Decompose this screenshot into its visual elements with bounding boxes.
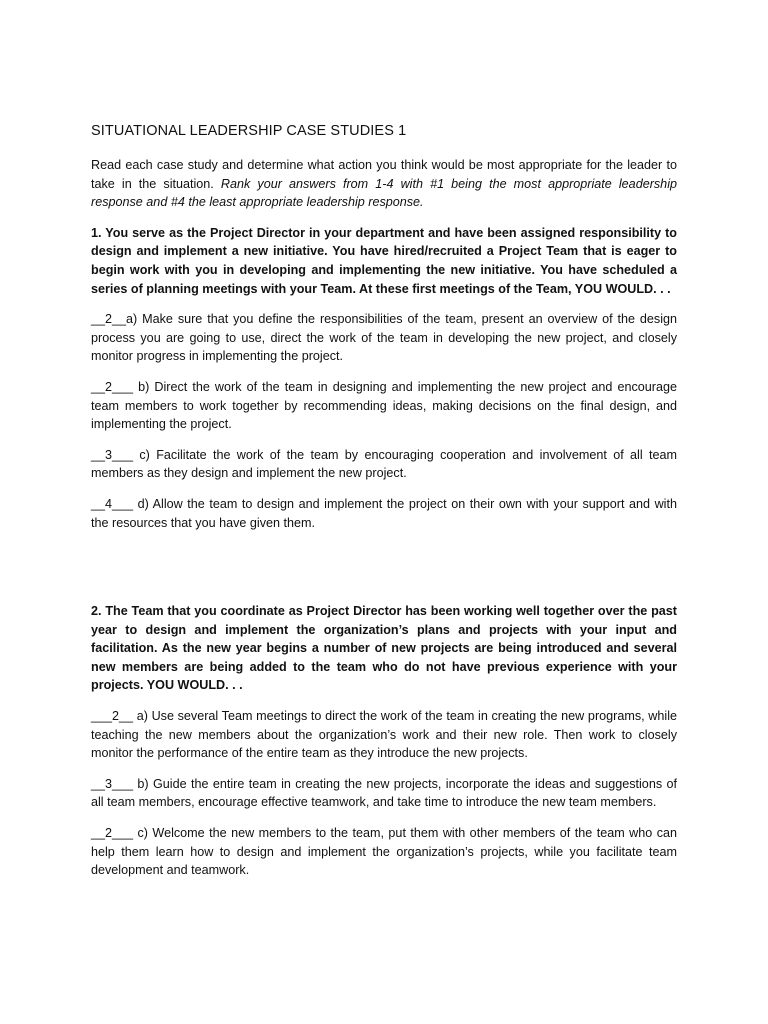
instructions-paragraph <box>91 156 677 212</box>
section-spacer <box>91 544 677 602</box>
document-page <box>91 122 677 892</box>
case-2-question: 2. The Team that you coordinate as Project Director has been working well together over the past year to design and implement the organization’s plans and projects with your input and facilitation. As the new year begins a number of new projects are being introduced and several new members are being added to the team who do not have previous experience with your projects. YOU WOULD. . . <box>91 604 677 693</box>
case-1-option-b: __2___ b) Direct the work of the team in designing and implementing the new project and encourage team members to work together by recommending ideas, making decisions on the final design, and implementing the project. <box>91 379 677 432</box>
case-1-option-a: __2__a) Make sure that you define the responsibilities of the team, present an overview of the design process you are going to use, direct the work of the team in developing the new project, and closely monitor progress in implementing the project. <box>91 312 677 364</box>
case-2-option-b: __3___ b) Guide the entire team in creating the new projects, incorporate the ideas and suggestions of all team members, encourage effective teamwork, and take time to introduce the new team members. <box>91 776 677 810</box>
case-2-option-c: __2___ c) Welcome the new members to the team, put them with other members of the team who can help them learn how to design and implement the organization’s projects, while you facilitate team development and teamwork. <box>91 826 677 878</box>
instructions-ranking-text: Rank your answers from 1-4 with #1 being the most appropriate leadership response and #4 the least appropriate leadership response. <box>91 176 677 210</box>
case-2-option-a: ___2__ a) Use several Team meetings to direct the work of the team in creating the new programs, while teaching the new members about the organization’s work and their new role. Then work to closely monitor the performance of the entire team as they introduce the new projects. <box>91 709 677 761</box>
case-1-option-d: __4___ d) Allow the team to design and implement the project on their own with your support and with the resources that you have given them. <box>91 496 677 530</box>
instructions-text: Read each case study and determine what action you think would be most appropriate for the leader to take in the situation. <box>91 158 677 191</box>
case-1-question: 1. You serve as the Project Director in your department and have been assigned responsibility to design and implement a new initiative. You have hired/recruited a Project Team that is eager to begin work with you in developing and implementing the new initiative. You have scheduled a series of planning meetings with your Team. At these first meetings of the Team, YOU WOULD. . . <box>91 225 677 296</box>
case-1-option-c: __3___ c) Facilitate the work of the team by encouraging cooperation and involvement of all team members as they design and implement the new project. <box>91 447 677 481</box>
document-title: SITUATIONAL LEADERSHIP CASE STUDIES 1 <box>91 123 407 139</box>
